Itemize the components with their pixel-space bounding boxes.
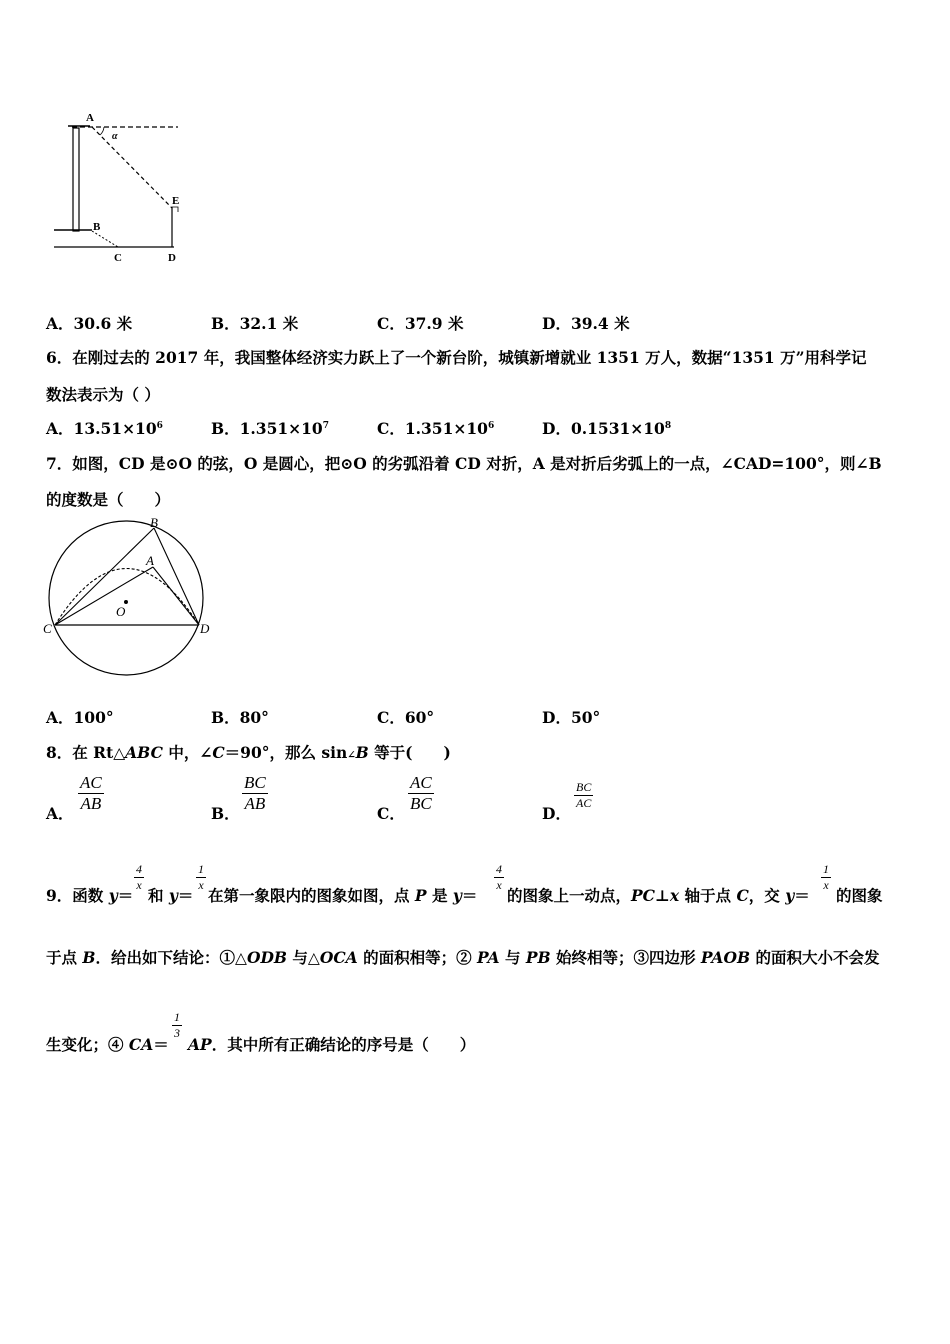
q5-option-d[interactable]: D．39.4 米 [542, 314, 630, 333]
q9-y4: y [785, 886, 795, 905]
q8-option-a-num: AC [80, 773, 102, 792]
q9-l2PB: PB [525, 948, 551, 967]
q7-option-b[interactable]: B．80° [211, 708, 269, 727]
q8-option-c-frac [408, 773, 434, 814]
q9-frac4-den: x [823, 878, 829, 892]
q8-option-c-num: AC [410, 773, 432, 792]
q8-stem-g: B [355, 743, 369, 762]
q9-frac2-num: 1 [198, 862, 204, 876]
q7-stem-line2: 的度数是（ ） [46, 490, 171, 509]
fig1-label-D: D [168, 252, 176, 264]
q6-option-d-exp: 8 [664, 421, 672, 431]
q9-t7: 轴于点 [679, 886, 737, 905]
q9-frac4 [821, 862, 831, 893]
q9-t3: 在第一象限内的图象如图，点 [208, 886, 415, 905]
q8-option-c-label[interactable]: C． [377, 804, 405, 823]
q6-option-a-base: 13.51×10 [73, 419, 157, 438]
q8-option-d-den: AC [576, 796, 592, 810]
q9-frac5-den: 3 [174, 1026, 180, 1040]
q6-option-a-label: A． [46, 419, 74, 438]
q9-l2f: 始终相等；③四边形 [550, 948, 701, 967]
q7-option-d[interactable]: D．50° [542, 708, 601, 727]
q6-option-d[interactable] [542, 417, 671, 439]
q9-line3-part2 [188, 1033, 475, 1055]
q9-t2: 和 [148, 886, 169, 905]
q9-eq4: ＝ [794, 886, 810, 905]
q9-frac5 [172, 1010, 182, 1041]
q7-option-c[interactable]: C．60° [377, 708, 435, 727]
q9-t1: 9．函数 [46, 886, 109, 905]
q6-option-d-label: D． [542, 419, 571, 438]
q9-frac1-num: 4 [136, 862, 142, 876]
q5-option-a[interactable]: A．30.6 米 [46, 314, 133, 333]
q9-y2: y [168, 886, 178, 905]
q9-frac3-num: 4 [496, 862, 502, 876]
q9-l3a: 生变化；④ [46, 1035, 129, 1054]
q6-stem-line1: 6．在刚过去的 2017 年，我国整体经济实力跃上了一个新台阶，城镇新增就业 1351 万人，数据“1351 万”用科学记 [46, 348, 867, 367]
q9-frac5-num: 1 [174, 1010, 180, 1024]
q9-C: C [736, 886, 749, 905]
fig1-label-C: C [114, 252, 122, 264]
q6-stem-line2: 数法表示为（ ） [46, 385, 160, 404]
q8-stem-a: 8．在 Rt△ [46, 743, 126, 762]
q8-stem [46, 741, 451, 763]
q8-option-d-frac [574, 780, 593, 811]
q9-l2PA: PA [476, 948, 500, 967]
q9-line1-part1 [46, 884, 133, 906]
q8-option-d-num: BC [576, 780, 592, 794]
q9-frac2 [196, 862, 206, 893]
fig1-label-B: B [93, 221, 101, 233]
q9-frac2-den: x [198, 878, 204, 892]
q8-option-a-den: AB [80, 794, 102, 813]
fig2-label-D: D [200, 621, 210, 636]
q9-l2c: 与△ [286, 948, 320, 967]
q9-l2g: 的面积大小不会发 [750, 948, 880, 967]
q9-eq1: ＝ [117, 886, 134, 905]
q9-l2e: 与 [499, 948, 526, 967]
q9-t6: ⊥ [655, 886, 670, 905]
q8-option-a-frac [78, 773, 104, 814]
q9-frac1 [134, 862, 144, 893]
q8-stem-f: ∠ [347, 750, 356, 761]
q9-y3: y [452, 886, 462, 905]
q9-line1-part4 [507, 884, 810, 906]
q8-option-d-label[interactable]: D． [542, 804, 571, 823]
q7-stem-line1: 7．如图，CD 是⊙O 的弦，O 是圆心，把⊙O 的劣弧沿着 CD 对折，A 是对折后劣弧上的一点，∠CAD=100°，则∠B [46, 454, 882, 473]
q6-option-c-exp: 6 [487, 421, 495, 431]
q6-option-b[interactable] [211, 417, 329, 439]
q8-option-c-den: BC [410, 794, 432, 813]
figure-circle [40, 514, 220, 686]
fig2-label-O: O [116, 604, 126, 619]
q9-P: P [414, 886, 427, 905]
q7-option-a[interactable]: A．100° [46, 708, 114, 727]
q9-line1-part3 [208, 884, 477, 906]
q8-stem-d: C [212, 743, 225, 762]
q9-frac3-den: x [496, 878, 502, 892]
q9-x: x [669, 886, 680, 905]
q9-l2OCA: OCA [319, 948, 358, 967]
q8-option-b-frac [242, 773, 268, 814]
q8-stem-c: 中，∠ [162, 743, 213, 762]
q9-l2PAOB: PAOB [700, 948, 751, 967]
q9-line1-part2 [148, 884, 193, 906]
q9-PC: PC [631, 886, 656, 905]
q9-frac3 [494, 862, 504, 893]
q9-frac4-num: 1 [823, 862, 829, 876]
q9-line3-part1 [46, 1033, 169, 1055]
fig2-label-B: B [150, 515, 158, 530]
q9-t5: 的图象上一动点， [507, 886, 632, 905]
q9-line1-part5: 的图象 [836, 886, 883, 905]
q6-option-a[interactable] [46, 417, 163, 439]
q9-l2a: 于点 [46, 948, 83, 967]
q6-option-a-exp: 6 [156, 421, 163, 431]
q8-stem-h: 等于( ) [368, 743, 451, 762]
q8-option-a-label[interactable]: A． [46, 804, 74, 823]
q9-l3eq: ＝ [153, 1035, 169, 1054]
q8-option-b-label[interactable]: B． [211, 804, 240, 823]
q9-eq2: ＝ [177, 886, 194, 905]
q6-option-c-base: 1.351×10 [404, 419, 488, 438]
fig2-label-A: A [146, 553, 154, 568]
q6-option-b-base: 1.351×10 [239, 419, 323, 438]
q9-t8: ，交 [748, 886, 786, 905]
q9-l3AP: AP [188, 1035, 212, 1054]
q9-y1: y [108, 886, 118, 905]
q9-l2b: ．给出如下结论：①△ [95, 948, 247, 967]
q8-stem-b: ABC [125, 743, 163, 762]
q9-line2 [46, 946, 879, 968]
q9-l3b: ．其中所有正确结论的序号是（ ） [211, 1035, 476, 1054]
q9-l2B: B [82, 948, 96, 967]
q5-option-c[interactable]: C．37.9 米 [377, 314, 464, 333]
q6-option-d-base: 0.1531×10 [570, 419, 665, 438]
fig1-label-E: E [172, 195, 180, 207]
q8-option-b-num: BC [244, 773, 266, 792]
figure-tower [48, 108, 188, 268]
q6-option-c-label: C． [377, 419, 405, 438]
fig2-label-C: C [43, 621, 52, 636]
q5-option-b[interactable]: B．32.1 米 [211, 314, 299, 333]
q9-l2d: 的面积相等；② [357, 948, 477, 967]
q6-option-c[interactable] [377, 417, 494, 439]
q9-l2ODB: ODB [246, 948, 287, 967]
q9-t4: 是 [426, 886, 453, 905]
q8-stem-e: ＝90°，那么 sin [224, 743, 348, 762]
fig1-label-A: A [86, 112, 94, 124]
q8-option-b-den: AB [244, 794, 266, 813]
q6-option-b-exp: 7 [322, 421, 329, 431]
q9-l3CA: CA [128, 1035, 154, 1054]
q9-frac1-den: x [136, 878, 142, 892]
q9-eq3: ＝ [461, 886, 478, 905]
fig1-label-alpha: α [112, 131, 118, 142]
q6-option-b-label: B． [211, 419, 240, 438]
